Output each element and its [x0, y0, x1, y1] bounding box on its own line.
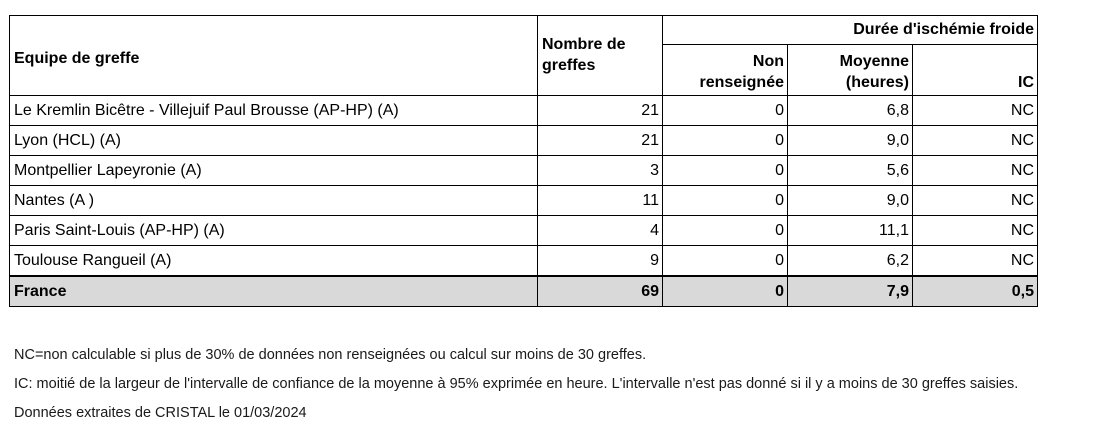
- cell-team: Lyon (HCL) (A): [10, 126, 538, 156]
- header-missing: [663, 45, 788, 96]
- cell-team: Nantes (A ): [10, 186, 538, 216]
- note-nc: NC=non calculable si plus de 30% de données non renseignées ou calcul sur moins de 30 greffes.: [14, 347, 647, 363]
- cell-missing: 0: [663, 96, 788, 126]
- cell-missing: 0: [663, 216, 788, 246]
- cell-team: Le Kremlin Bicêtre - Villejuif Paul Brousse (AP-HP) (A): [10, 96, 538, 126]
- cell-count: 11: [538, 186, 663, 216]
- header-team: Equipe de greffe: [10, 16, 538, 96]
- cell-mean: 9,0: [788, 186, 913, 216]
- ischemia-table: [9, 15, 1038, 307]
- cell-count: 3: [538, 156, 663, 186]
- cell-ci: NC: [913, 96, 1038, 126]
- header-mean-line2: (heures): [845, 74, 909, 91]
- cell-missing: 0: [663, 246, 788, 277]
- cell-count: 4: [538, 216, 663, 246]
- cell-count: 9: [538, 246, 663, 277]
- cell-mean: 6,2: [788, 246, 913, 277]
- footnotes: [14, 341, 1018, 428]
- cell-team: Montpellier Lapeyronie (A): [10, 156, 538, 186]
- table-row: [10, 186, 1038, 216]
- note-source: Données extraites de CRISTAL le 01/03/2024: [14, 405, 307, 421]
- cell-ci: NC: [913, 186, 1038, 216]
- total-missing: 0: [663, 276, 788, 307]
- header-row-top: [10, 16, 1038, 45]
- cell-ci: NC: [913, 126, 1038, 156]
- header-missing-line2: renseignée: [699, 74, 784, 91]
- header-mean: [788, 45, 913, 96]
- cell-missing: 0: [663, 186, 788, 216]
- cell-ci: NC: [913, 216, 1038, 246]
- header-count: [538, 16, 663, 96]
- header-missing-line1: Non: [752, 53, 784, 70]
- cell-missing: 0: [663, 126, 788, 156]
- total-team: France: [10, 276, 538, 307]
- cell-missing: 0: [663, 156, 788, 186]
- cell-mean: 5,6: [788, 156, 913, 186]
- cell-count: 21: [538, 96, 663, 126]
- total-mean: 7,9: [788, 276, 913, 307]
- table-row: [10, 96, 1038, 126]
- header-count-line2: greffes: [542, 57, 596, 74]
- table-row: [10, 126, 1038, 156]
- cell-ci: NC: [913, 156, 1038, 186]
- table-row: [10, 246, 1038, 277]
- header-count-line1: Nombre de: [542, 36, 626, 53]
- header-group-ischemia: Durée d'ischémie froide: [663, 16, 1038, 45]
- header-mean-line1: Moyenne: [839, 53, 909, 70]
- cell-ci: NC: [913, 246, 1038, 277]
- header-ci: IC: [913, 45, 1038, 96]
- total-count: 69: [538, 276, 663, 307]
- total-ci: 0,5: [913, 276, 1038, 307]
- note-ic: IC: moitié de la largeur de l'intervalle de confiance de la moyenne à 95% exprimée en heure. L'intervalle n'est pas donné si il y a moins de 30 greffes saisies.: [14, 376, 1019, 392]
- table-row: [10, 156, 1038, 186]
- cell-mean: 6,8: [788, 96, 913, 126]
- total-row: [10, 276, 1038, 307]
- cell-mean: 9,0: [788, 126, 913, 156]
- cell-team: Paris Saint-Louis (AP-HP) (A): [10, 216, 538, 246]
- table-row: [10, 216, 1038, 246]
- cell-team: Toulouse Rangueil (A): [10, 246, 538, 277]
- cell-mean: 11,1: [788, 216, 913, 246]
- cell-count: 21: [538, 126, 663, 156]
